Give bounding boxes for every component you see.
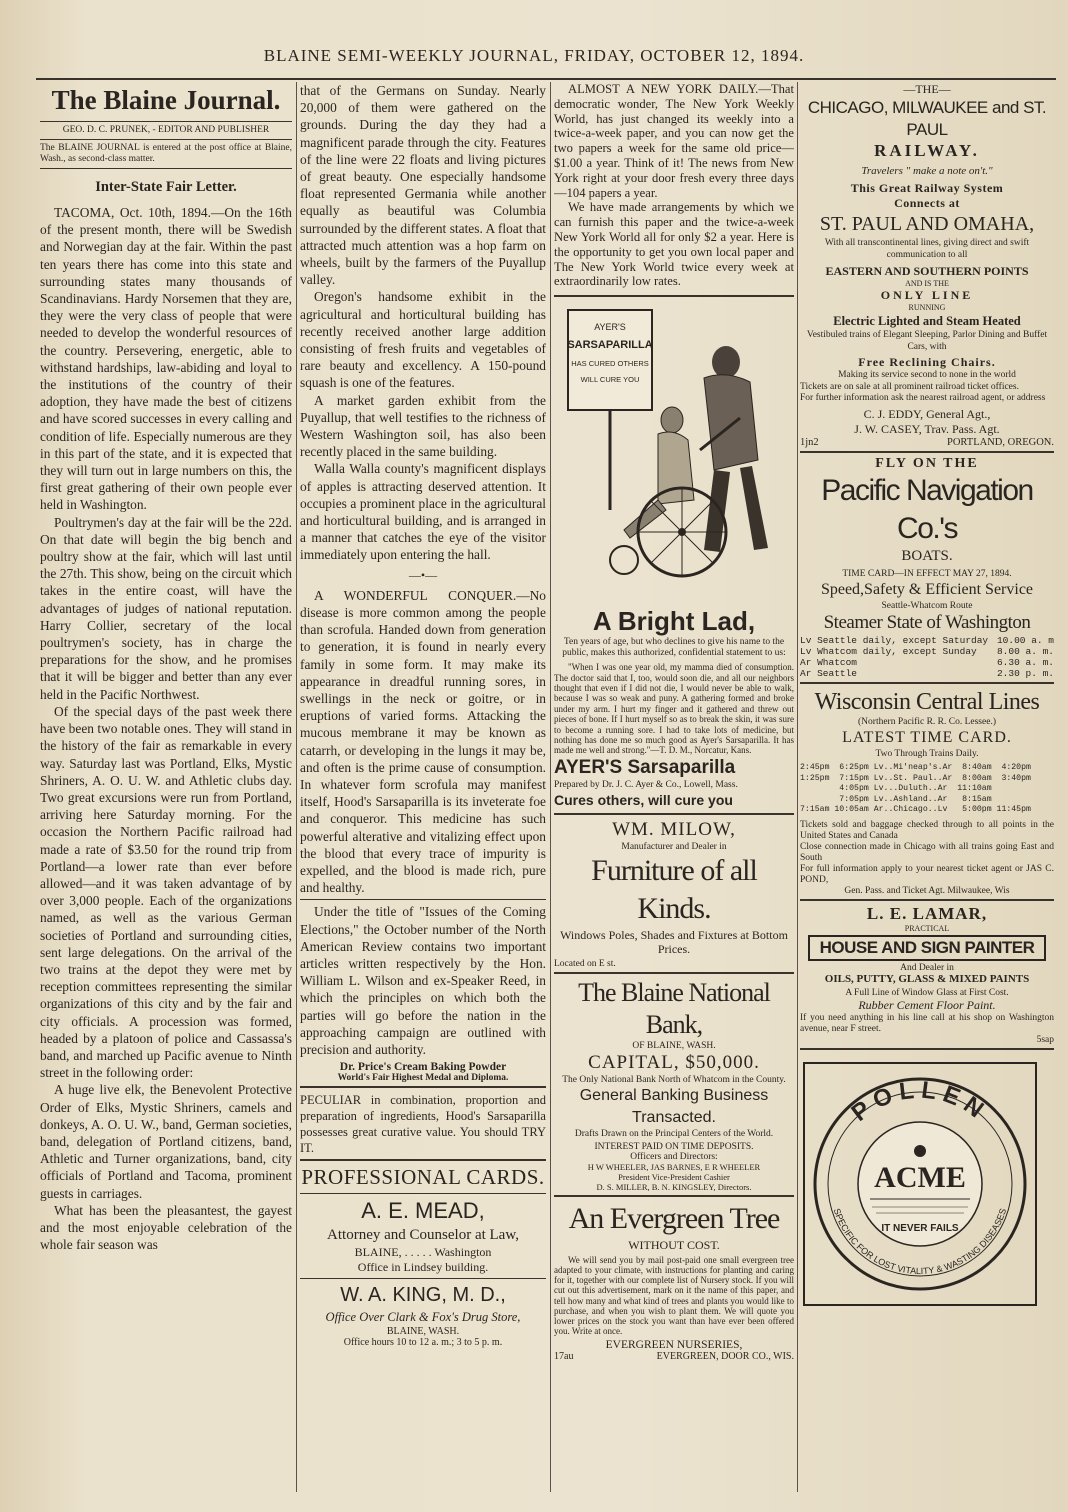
bank-officers-names: H W WHEELER, JAS BARNES, E R WHEELER: [587, 1161, 761, 1172]
ad-code: 17au: [554, 1351, 574, 1363]
bank-directors: D. S. MILLER, B. N. KINGSLEY, Directors.: [596, 1181, 752, 1192]
railway-name: CHICAGO, MILWAUKEE and ST. PAUL: [807, 98, 1047, 139]
railway-connects: Connects at: [894, 196, 960, 210]
column-rule: [296, 82, 297, 1492]
lamar-dealer: And Dealer in: [900, 962, 954, 973]
seal-pollen: POLLEN: [846, 1076, 994, 1127]
railway-footer: [800, 437, 1054, 448]
railway-stpaul: ST. PAUL AND OMAHA,: [819, 213, 1035, 235]
postal-notice: The BLAINE JOURNAL is entered at the post office at Blaine, Wash., as second-class matter.: [40, 143, 292, 164]
divider: [40, 139, 292, 140]
article-paragraph: Of the special days of the past week there have been two notable ones. They will stand in the history of the fair as remarkable in every way. Saturday last was Portland, Elks, Mystic Shriners, A. O. U. W. and Athletic clubs day. Two great excursions were run from Portland, arriving here Saturday morning. For the occasion the Northern Pacific railroad had made a rate of $3.50 for the round trip from Portland—a lower rate than ever before allowed—and it was taken advantage of by over 3,000 people. Each of the organizations named, as well as the various German societies of Portland and surrounding cities, sent large delegations. On the arrival of the two trains at the depot they were met by reception committees representing the similar organizations of this city and by the fair and city officials. A procession was formed, headed by a platoon of police and Cassassa's band, and marched up Pacific avenue to Ninth street in the following order:: [40, 703, 292, 1081]
column-3: [554, 82, 794, 1492]
wisconsin-two-trains: Two Through Trains Daily.: [875, 749, 979, 759]
timetable-row: 7:15am 10:05am Ar..Chicago..Lv 5:00pm 11:45pm: [800, 805, 1031, 814]
pnc-route: Seattle-Whatcom Route: [881, 601, 973, 611]
journal-title: The Blaine Journal.: [51, 85, 281, 115]
bank-only: The Only National Bank North of Whatcom in the County.: [562, 1074, 786, 1085]
divider: [800, 682, 1054, 684]
wisconsin-latest: LATEST TIME CARD.: [842, 729, 1012, 746]
railway-the: —THE—: [903, 82, 951, 96]
railway-eddy: C. J. EDDY, General Agt.,: [863, 407, 991, 421]
bank-name: The Blaine National Bank,: [578, 977, 770, 1039]
divider: [300, 1159, 546, 1161]
divider: [40, 168, 292, 169]
ny-world-article-2: We have made arrangements by which we can furnish this paper and the twice-a-week New York World all for only $2 a year. Here is the opportunity to get you own local paper and The New York World twice every week at extraordinarily low rates.: [554, 200, 794, 289]
mead-place: BLAINE, . . . . . Washington: [354, 1245, 492, 1260]
pnc-name: Pacific Navigation Co.'s: [821, 474, 1033, 545]
railway-making: Making its service second to none in the world: [838, 370, 1016, 380]
divider: [300, 1086, 546, 1088]
timetable-row: 7:05pm Lv..Ashland..Ar 8:15am: [800, 794, 992, 804]
column-4: [800, 82, 1054, 1492]
wisconsin-gen-pass: Gen. Pass. and Ticket Agt. Milwaukee, Wis: [844, 885, 1010, 896]
column-1: [40, 82, 292, 1492]
wisconsin-timetable: [800, 763, 1054, 816]
evergreen-nurseries: EVERGREEN NURSERIES,: [605, 1339, 743, 1352]
lad-testimonial: "When I was one year old, my mamma died of consumption. The doctor said that I, too, would soon die, and all our neighbors thought that even if I did not die, I would never be able to walk, because I was so weak and puny. A gathering formed and broke under my arm. I hurt my finger and it gathered and threw out pieces of bone. If I hurt myself so as to break the skin, it was sure to become a running sore. I had to take lots of medicine, but nothing has done me so much good as Ayer's Sarsaparilla. It has made me well and strong."—T. D. M., Norcatur, Kans.: [554, 662, 794, 756]
king-place: BLAINE, WASH.: [386, 1326, 460, 1338]
bank-officers-titles: President Vice-President Cashier: [618, 1171, 730, 1182]
sign-line-1: AYER'S: [594, 322, 626, 333]
pollen-acme-seal: [800, 1059, 1040, 1309]
timetable-row: 2:45pm 6:25pm Lv..Mi'neap's.Ar 8:40am 4:20pm: [800, 763, 1031, 772]
sign-line-2: SARSAPARILLA: [567, 339, 653, 352]
ayers-boy-wheelchair-illustration: [554, 300, 784, 600]
mead-title: Attorney and Counselor at Law,: [327, 1227, 519, 1244]
milow-name: WM. MILOW,: [612, 818, 736, 840]
mead-name: A. E. MEAD,: [361, 1198, 485, 1224]
lamar-if-you: If you need anything in his line call at his shop on Washington avenue, near F street.: [800, 1012, 1054, 1034]
column-rule: [797, 82, 798, 1492]
general-banking: General Banking Business Transacted.: [579, 1086, 769, 1126]
divider: [554, 813, 794, 815]
column-2: [300, 82, 546, 1492]
divider: [800, 1048, 1054, 1050]
lamar-rubber: Rubber Cement Floor Paint.: [858, 997, 996, 1012]
article-paragraph: Poultrymen's day at the fair will be the 22d. On that date will begin the big bench and poultry show at the fair, which will last until the 27th. This show, being on the circuit which takes in the entire coast, will have the advantages of judges of national reputation. Harry Collier, secretary of the local poultrymen's society, has in charge the preparations for the show, and he promises that it will be bigger and better than any ever held in the Pacific Northwest.: [40, 514, 292, 702]
railway-and-is: AND IS THE: [905, 279, 949, 288]
ayers-prep: Prepared by Dr. J. C. Ayer & Co., Lowell, Mass.: [554, 779, 738, 790]
timetable-row: 4:05pm Lv...Duluth..Ar 11:10am: [800, 784, 992, 793]
schedule-row: Ar Seattle 2.30 p. m.: [800, 668, 1054, 679]
divider: [300, 1193, 546, 1194]
milow-location: Located on E st.: [554, 958, 616, 969]
article-paragraph: A huge live elk, the Benevolent Protective Order of Elks, Mystic Shriners, camels and donkeys, A. O. U. W., band, German societies, band, delegation of Portland citizens, band, Athletic and Turner organizations, band, city officials of Portland and Tacoma, prominent guests in carriages.: [40, 1082, 292, 1201]
seal-ring-text: SPECIFIC FOR LOST VITALITY & WASTING DISEASES: [831, 1206, 1009, 1276]
editor-line: GEO. D. C. PRUNEK, - EDITOR AND PUBLISHER: [62, 125, 270, 135]
schedule-row: Ar Whatcom 6.30 a. m.: [800, 657, 1054, 668]
lamar-practical: PRACTICAL: [904, 923, 950, 933]
mead-office: Office in Lindsey building.: [357, 1260, 489, 1275]
railway-running: RUNNING: [908, 303, 946, 312]
article-paragraph: Walla Walla county's magnificent displays of apples is attracting deserved attention. It occupies a prominent place in the agricultural and horticultural building, and is arranged in a manner that catches the eye of the visitor immediately upon entering the hall.: [300, 461, 546, 563]
railway-tickets: Tickets are on sale at all prominent railroad ticket offices.: [800, 382, 1019, 392]
evergreen-subhead: WITHOUT COST.: [628, 1237, 720, 1252]
peculiar-ad: PECULIAR in combination, proportion and preparation of ingredients, Hood's Sarsaparilla possesses great curative value. You should TRY IT.: [300, 1093, 546, 1156]
article-headline: Inter-State Fair Letter.: [95, 179, 237, 195]
ad-code: 1jn2: [800, 437, 819, 448]
railway-free-chairs: Free Reclining Chairs.: [858, 355, 996, 369]
sign-line-4: WILL CURE YOU: [580, 375, 640, 385]
lamar-name: L. E. LAMAR,: [866, 903, 988, 923]
evergreen-footer: [554, 1351, 794, 1362]
article-paragraph: TACOMA, Oct. 10th, 1894.—On the 16th of the present month, there will be Swedish and Norwegian day at the fair. Within the past ten years there has come into this state and surrounding states many thousands of Scandinavians. Hardy Norsemen that they are, they were the very class of people that were needed to develop the wonderful resources of the country. Persevering, energetic, able to withstand hardships, law-abiding and loyal to the institutions of the country of their adoption, they have made the best of citizens and have scored successes in every calling and condition of life. Especially numerous are they in this part of the state, and it is expected that they will turn out in large numbers on this, the first great gathering of their own people ever held in Washington.: [40, 205, 292, 513]
lamar-full-line: A Full Line of Window Glass at First Cost.: [845, 987, 1009, 998]
masthead-rule: [36, 78, 1056, 80]
railway-with-all: With all transcontinental lines, giving direct and swift communication to all: [824, 238, 1030, 260]
timetable-row: 1:25pm 7:15pm Lv..St. Paul..Ar 8:00am 3:40pm: [800, 773, 1031, 783]
wisconsin-close: Close connection made in Chicago with all trains going East and South: [800, 841, 1054, 863]
divider: [554, 1195, 794, 1197]
svg-text:POLLEN: [847, 1076, 994, 1126]
milow-sub: Manufacturer and Dealer in: [621, 841, 727, 852]
wisconsin-info: For full information apply to your nearest ticket agent or JAS C. POND,: [800, 863, 1054, 885]
bank-location: OF BLAINE, WASH.: [632, 1040, 716, 1051]
article-paragraph: A market garden exhibit from the Puyallup, that well testifies to the richness of Western Washington soil, has also been recently placed in the same building.: [300, 392, 546, 460]
king-office: Office Over Clark & Fox's Drug Store,: [325, 1310, 521, 1325]
pnc-speed: Speed,Safety & Efficient Service: [820, 581, 1034, 598]
seal-acme: ACME: [874, 1160, 966, 1194]
divider: [554, 295, 794, 297]
pnc-schedule: [800, 635, 1054, 679]
divider: [554, 972, 794, 974]
divider: [300, 899, 546, 900]
divider: [300, 1278, 546, 1279]
divider: [800, 451, 1054, 453]
railway-casey: J. W. CASEY, Trav. Pass. Agt.: [854, 422, 1000, 436]
scrofula-article: A WONDERFUL CONQUER.—No disease is more common among the people than scrofula. Handed down from generation to generation, it is found in nearly every family in some form. It may make its appearance in dreadful running sores, in swellings in the neck or goitre, or in eruptions of varied forms. Attacking the mucous membrane it may be known as catarrh, or developing in the lungs it may be, and often is the prime cause of consumption. In whatever form scrofula may manifest itself, Hood's Sarsaparilla is its inveterate foe and conqueror. This medicine has such powerful alterative and vitalizing effect upon the blood that every trace of impurity is expelled, and the blood is made rich, pure and healthy.: [300, 587, 546, 896]
railway-further: For further information ask the nearest railroad agent, or address: [800, 393, 1046, 403]
bank-capital: CAPITAL, $50,000.: [588, 1051, 760, 1073]
king-hours: Office hours 10 to 12 a. m.; 3 to 5 p. m.: [343, 1337, 503, 1349]
divider: [40, 121, 292, 122]
wisconsin-northern: (Northern Pacific R. R. Co. Lessee.): [858, 717, 996, 727]
ad-code: 5sap: [1036, 1034, 1054, 1045]
railway-vestibuled: Vestibuled trains of Elegant Sleeping, Parlor Dining and Buffet Cars, with: [806, 330, 1048, 352]
review-article: Under the title of "Issues of the Coming Elections," the October number of the North American Review contains two important articles written respectively by the Hon. William L. Wilson and ex-Speaker Reed, in which the principles on which both the parties will go before the nation in the approaching campaign are outlined with precision and authority.: [300, 904, 546, 1057]
sign-line-3: HAS CURED OTHERS: [571, 359, 649, 369]
price-ad-subtitle: World's Fair Highest Medal and Diploma.: [337, 1073, 509, 1084]
furniture-headline: Furniture of all Kinds.: [591, 853, 757, 925]
bank-interest: INTEREST PAID ON TIME DEPOSITS.: [594, 1141, 754, 1152]
milow-windows: Windows Poles, Shades and Fixtures at Bottom Prices.: [560, 927, 788, 956]
bright-lad-headline: A Bright Lad,: [592, 606, 756, 637]
lad-intro: Ten years of age, but who declines to give his name to the public, makes this authorized, confidential statement to us:: [562, 637, 786, 659]
evergreen-headline: An Evergreen Tree: [568, 1201, 780, 1235]
railway-portland: PORTLAND, OREGON.: [947, 437, 1054, 448]
lamar-house-sign: HOUSE AND SIGN PAINTER: [808, 935, 1046, 961]
railway-only-line: ONLY LINE: [880, 288, 974, 302]
king-name: W. A. KING, M. D.,: [340, 1284, 506, 1307]
pnc-steamer: Steamer State of Washington: [823, 612, 1031, 633]
masthead: BLAINE SEMI-WEEKLY JOURNAL, FRIDAY, OCTOBER 12, 1894.: [263, 46, 805, 65]
wisconsin-tickets: Tickets sold and baggage checked through to all points in the United States and Canada: [800, 819, 1054, 841]
column-rule: [550, 82, 551, 1492]
price-ad-title: Dr. Price's Cream Baking Powder: [339, 1061, 507, 1074]
railway-word: RAILWAY.: [874, 141, 980, 160]
ayers-brand: AYER'S Sarsaparilla: [554, 756, 736, 778]
evergreen-place: EVERGREEN, DOOR CO., WIS.: [656, 1351, 794, 1363]
professional-cards-heading: PROFESSIONAL CARDS.: [301, 1165, 545, 1190]
pnc-time-card: TIME CARD—IN EFFECT MAY 27, 1894.: [842, 569, 1012, 579]
divider: [800, 899, 1054, 901]
article-paragraph: What has been the pleasantest, the gayest and the most enjoyable celebration of the whole fair season was: [40, 1202, 292, 1253]
pnc-fly: FLY ON THE: [875, 456, 979, 471]
flower-icon: [914, 1145, 926, 1157]
railway-eastern: EASTERN AND SOUTHERN POINTS: [825, 264, 1029, 278]
evergreen-body: We will send you by mail post-paid one small evergreen tree adapted to your climate, with instructions for planting and caring for it, together with our complete list of Nursery stock. If you will cut out this advertisement, mark on it the name of this paper, and tell how many and what kind of trees and plants you would like to purchase, and when you wish to plant them. We will quote you lower prices on the stock you want than have ever been offered you. Write at once.: [554, 1254, 794, 1337]
article-paragraph: that of the Germans on Sunday. Nearly 20,000 of them were gathered on the grounds. During the day they had a magnificent parade through the city. Features of the line were 22 floats and living pictures of great beauty. One especially handsome float represented Germania while another equally as beautiful was Columbia surrounded by the different states. A float that attracted much attention was a hop farm on wheels, built by the farmers of the Puyallup valley.: [300, 83, 546, 288]
ornament-divider: —•—: [408, 567, 438, 582]
railway-system: This Great Railway System: [850, 181, 1004, 195]
schedule-row: Lv Whatcom daily, except Sunday 8.00 a. m.: [800, 646, 1054, 657]
seal-never-fails: IT NEVER FAILS: [881, 1222, 959, 1234]
railway-travelers: Travelers " make a note on't.": [861, 165, 993, 177]
wisconsin-name: Wisconsin Central Lines: [814, 689, 1040, 715]
schedule-row: Lv Seattle daily, except Saturday 10.00 a. m: [800, 635, 1054, 646]
ny-world-article: ALMOST A NEW YORK DAILY.—That democratic wonder, The New York Weekly World, has just changed its weekly into a twice-a-week paper, and you can now get the two papers a week for the same old price—$1.00 a year. Think of it! The news from New York right at your door fresh every three days—104 papers a year.: [554, 82, 794, 200]
pnc-boats: BOATS.: [901, 548, 953, 564]
bank-officers-heading: Officers and Directors:: [630, 1151, 718, 1162]
article-paragraph: Oregon's handsome exhibit in the agricultural and horticultural building has recently received another large addition consisting of fresh fruits and vegetables of rare beauty and excellency. A 150-pound squash is one of the features.: [300, 289, 546, 391]
lamar-oils: OILS, PUTTY, GLASS & MIXED PAINTS: [824, 972, 1030, 985]
railway-electric: Electric Lighted and Steam Heated: [833, 314, 1021, 328]
bank-drafts: Drafts Drawn on the Principal Centers of the World.: [574, 1128, 774, 1139]
ayers-cure: Cures others, will cure you: [554, 791, 733, 808]
